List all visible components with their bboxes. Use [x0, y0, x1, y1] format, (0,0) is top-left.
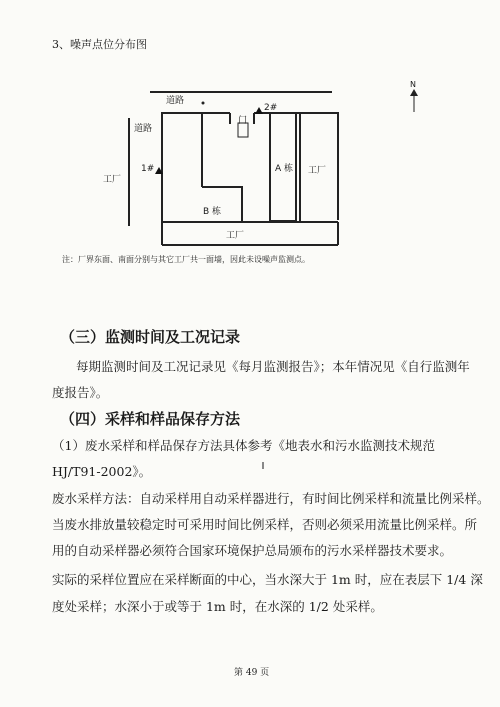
road-left-label: 道路 [134, 124, 153, 134]
page-number: 第 49 页 [234, 668, 270, 678]
section-heading: 3、噪声点位分布图 [52, 38, 147, 51]
section4-p2-line2: 当废水排放量较稳定时可采用时间比例采样，否则必须采用流量比例采样。所 [52, 517, 478, 532]
section3-line2: 度报告》。 [52, 385, 109, 400]
point2-label: 2# [264, 103, 278, 113]
section3-line1: 每期监测时间及工况记录见《每月监测报告》；本年情况见《自行监测年 [76, 359, 470, 374]
point2-marker [255, 107, 263, 114]
north-arrow-icon [410, 89, 418, 112]
section3-title: （三）监测时间及工况记录 [60, 328, 241, 346]
section4-p2-line1: 废水采样方法：自动采样用自动采样器进行，有时间比例采样和流量比例采样。 [52, 491, 490, 506]
factory-left-label: 工厂 [103, 175, 122, 185]
section4-p3-line2: 度处采样；水深小于或等于 1m 时，在水深的 1/2 处采样。 [52, 599, 383, 614]
section4-p2-line3: 用的自动采样器必须符合国家环境保护总局颁布的污水采样器技术要求。 [52, 543, 453, 558]
section4-p1-line2: HJ/T91-2002》。 [52, 464, 152, 479]
gate-label: 门 [238, 116, 248, 126]
map-note: 注：厂界东面、南面分别与其它工厂共一面墙，因此未设噪声监测点。 [62, 255, 310, 264]
factory-right-label: 工厂 [308, 166, 327, 176]
scan-mark [262, 462, 264, 469]
factory-bottom-label: 工厂 [226, 231, 245, 241]
building-b-label: B 栋 [203, 207, 222, 217]
north-label: N [410, 80, 416, 89]
section4-title: （四）采样和样品保存方法 [60, 410, 241, 428]
noise-point-map [0, 0, 500, 280]
point1-label: 1# [141, 164, 155, 174]
road-top-label: 道路 [166, 96, 185, 106]
section4-p1-line1: （1）废水采样和样品保存方法具体参考《地表水和污水监测技术规范 [52, 438, 435, 453]
section4-p3-line1: 实际的采样位置应在采样断面的中心，当水深大于 1m 时，应在表层下 1/4 深 [52, 572, 483, 587]
building-a-label: A 栋 [275, 164, 294, 174]
